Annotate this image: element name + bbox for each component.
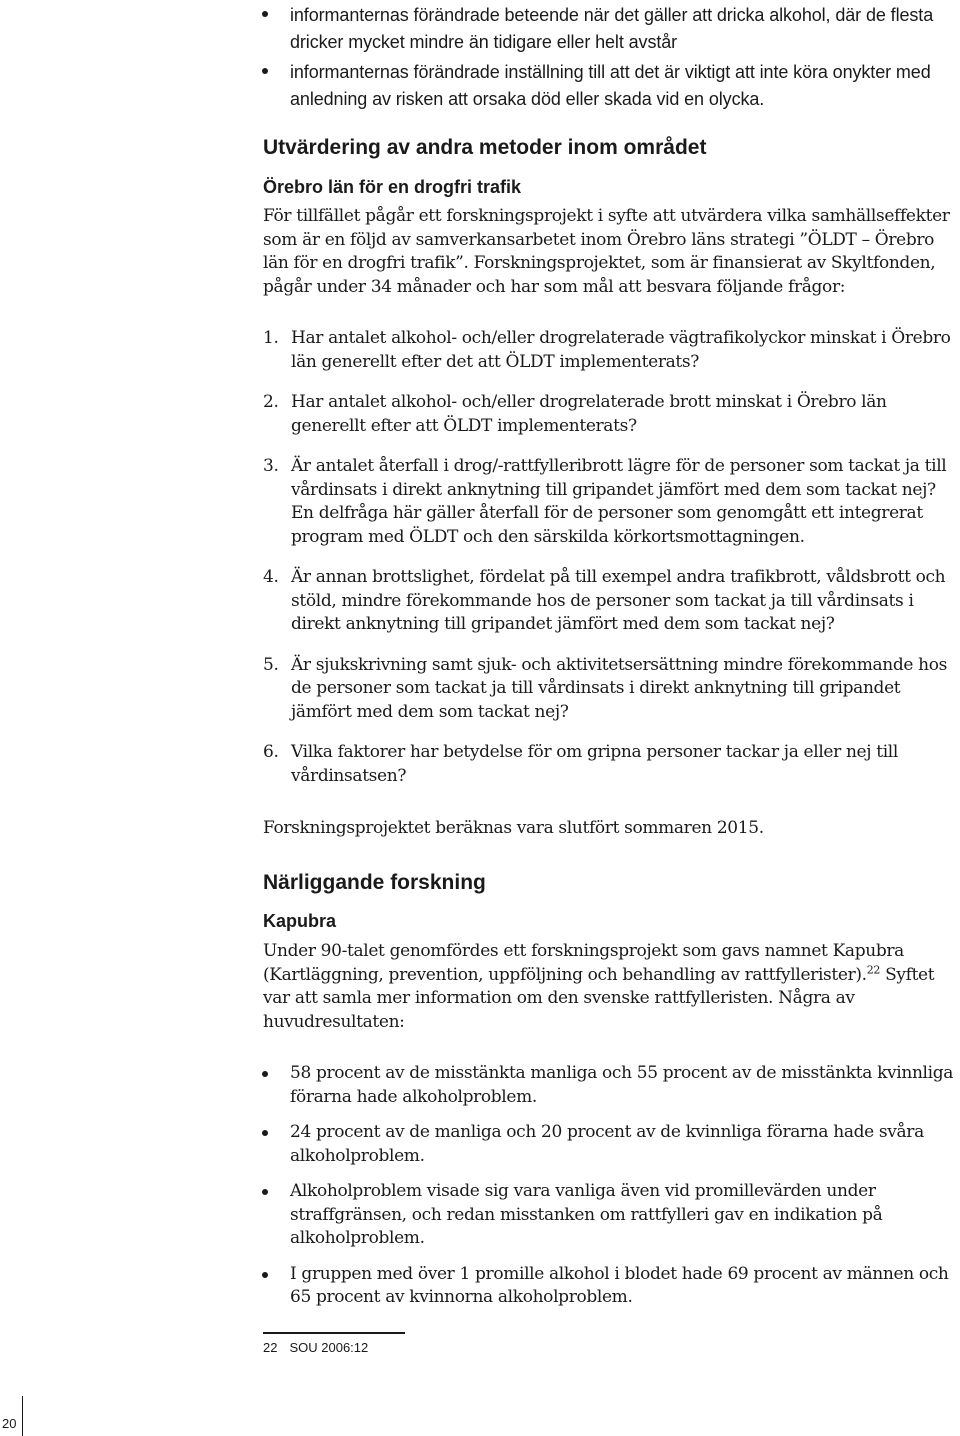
page-margin-line xyxy=(22,1396,23,1436)
question-item xyxy=(263,654,960,725)
result-bullet: 24 procent av de manliga och 20 procent av de kvinnliga förarna hade svåra alkoholproblem. xyxy=(262,1121,960,1168)
intro-bullet-1: informanternas förändrade beteende när det gäller att dricka alkohol, där de flesta dricker mycket mindre än tidigare eller helt avstår xyxy=(262,2,960,56)
footnote xyxy=(263,1340,368,1356)
subheading-orebro: Örebro län för en drogfri trafik xyxy=(263,177,522,197)
question-text: Är annan brottslighet, fördelat på till exempel andra trafikbrott, våldsbrott och stöld, mindre förekommande hos de personer som tackat ja till vårdinsats i direkt anknytning till gripandet jämfört med dem som tackat nej? xyxy=(291,567,946,634)
question-text: Har antalet alkohol- och/eller drogrelaterade brott minskat i Örebro län generellt efter att ÖLDT implementerats? xyxy=(291,392,887,436)
result-bullet: Alkoholproblem visade sig vara vanliga även vid promillevärden under straffgränsen, och redan misstanken om rattfylleri gav en indikation på alkoholproblem. xyxy=(262,1180,960,1251)
question-text: Är sjukskrivning samt sjuk- och aktivitetsersättning mindre förekommande hos de personer som tackat ja till vårdinsats i direkt anknytning till gripandet jämfört med dem som tackat nej? xyxy=(291,654,948,722)
result-bullet: I gruppen med över 1 promille alkohol i blodet hade 69 procent av männen och 65 procent av kvinnorna alkoholproblem. xyxy=(262,1263,960,1310)
question-number: 4. xyxy=(263,567,279,587)
kapubra-text-after: Syftet var att samla mer information om den svenske rattfylleristen. Några av huvudresultaten: xyxy=(263,964,935,1032)
paragraph-kapubra xyxy=(263,940,960,1034)
question-item xyxy=(263,327,960,374)
kapubra-results-list xyxy=(262,1062,960,1322)
question-number: 3. xyxy=(263,456,279,476)
question-item xyxy=(263,741,960,788)
question-number: 6. xyxy=(263,742,279,762)
question-item xyxy=(263,455,960,549)
question-item xyxy=(263,566,960,637)
question-number: 2. xyxy=(263,392,279,412)
footnote-divider xyxy=(263,1332,405,1334)
result-bullet: 58 procent av de misstänkta manliga och 55 procent av de misstänkta kvinnliga förarna hade alkoholproblem. xyxy=(262,1062,960,1109)
subheading-kapubra: Kapubra xyxy=(263,911,337,931)
question-number: 5. xyxy=(263,654,279,675)
question-text: Är antalet återfall i drog/-rattfylleribrott lägre för de personer som tackat ja till vårdinsats i direkt anknytning till gripandet jämfört med dem som tackat nej? En delfråga här gäller återfall för de personer som genomgått ett integrerat program med ÖLDT och den särskilda körkortsmottagningen. xyxy=(291,456,947,547)
question-text: Vilka faktorer har betydelse för om gripna personer tackar ja eller nej till vårdinsatsen? xyxy=(291,742,898,786)
footnote-number: 22 xyxy=(263,1340,278,1355)
kapubra-text-before: Under 90-talet genomfördes ett forskningsprojekt som gavs namnet Kapubra (Kartläggning, prevention, uppföljning och behandling av rattfyllerister). xyxy=(263,941,904,985)
footnote-text: SOU 2006:12 xyxy=(289,1340,369,1355)
question-item xyxy=(263,391,960,438)
intro-bullet-2: informanternas förändrade inställning till att det är viktigt att inte köra onykter med anledning av risken att orsaka död eller skada vid en olycka. xyxy=(262,59,960,113)
paragraph-research-project: För tillfället pågår ett forskningsprojekt i syfte att utvärdera vilka samhällseffekter som är en följd av samverkansarbetet inom Örebro läns strategi ”ÖLDT – Örebro län för en drogfri trafik”. Forskningsprojektet, som är finansierat av Skyltfonden, pågår under 34 månader och har som mål att besvara följande frågor: xyxy=(263,206,950,297)
question-text: Har antalet alkohol- och/eller drogrelaterade vägtrafikolyckor minskat i Örebro län generellt efter det att ÖLDT implementerats? xyxy=(291,328,951,372)
footnote-reference[interactable]: 22 xyxy=(866,962,881,976)
question-number: 1. xyxy=(263,328,279,348)
section-heading-related-research: Närliggande forskning xyxy=(263,871,486,894)
questions-list xyxy=(263,327,960,805)
page-number: 20 xyxy=(2,1416,17,1431)
paragraph-closing: Forskningsprojektet beräknas vara slutfört sommaren 2015. xyxy=(263,818,764,838)
intro-bullet-list xyxy=(262,2,960,116)
section-heading-evaluation: Utvärdering av andra metoder inom området xyxy=(263,136,707,159)
